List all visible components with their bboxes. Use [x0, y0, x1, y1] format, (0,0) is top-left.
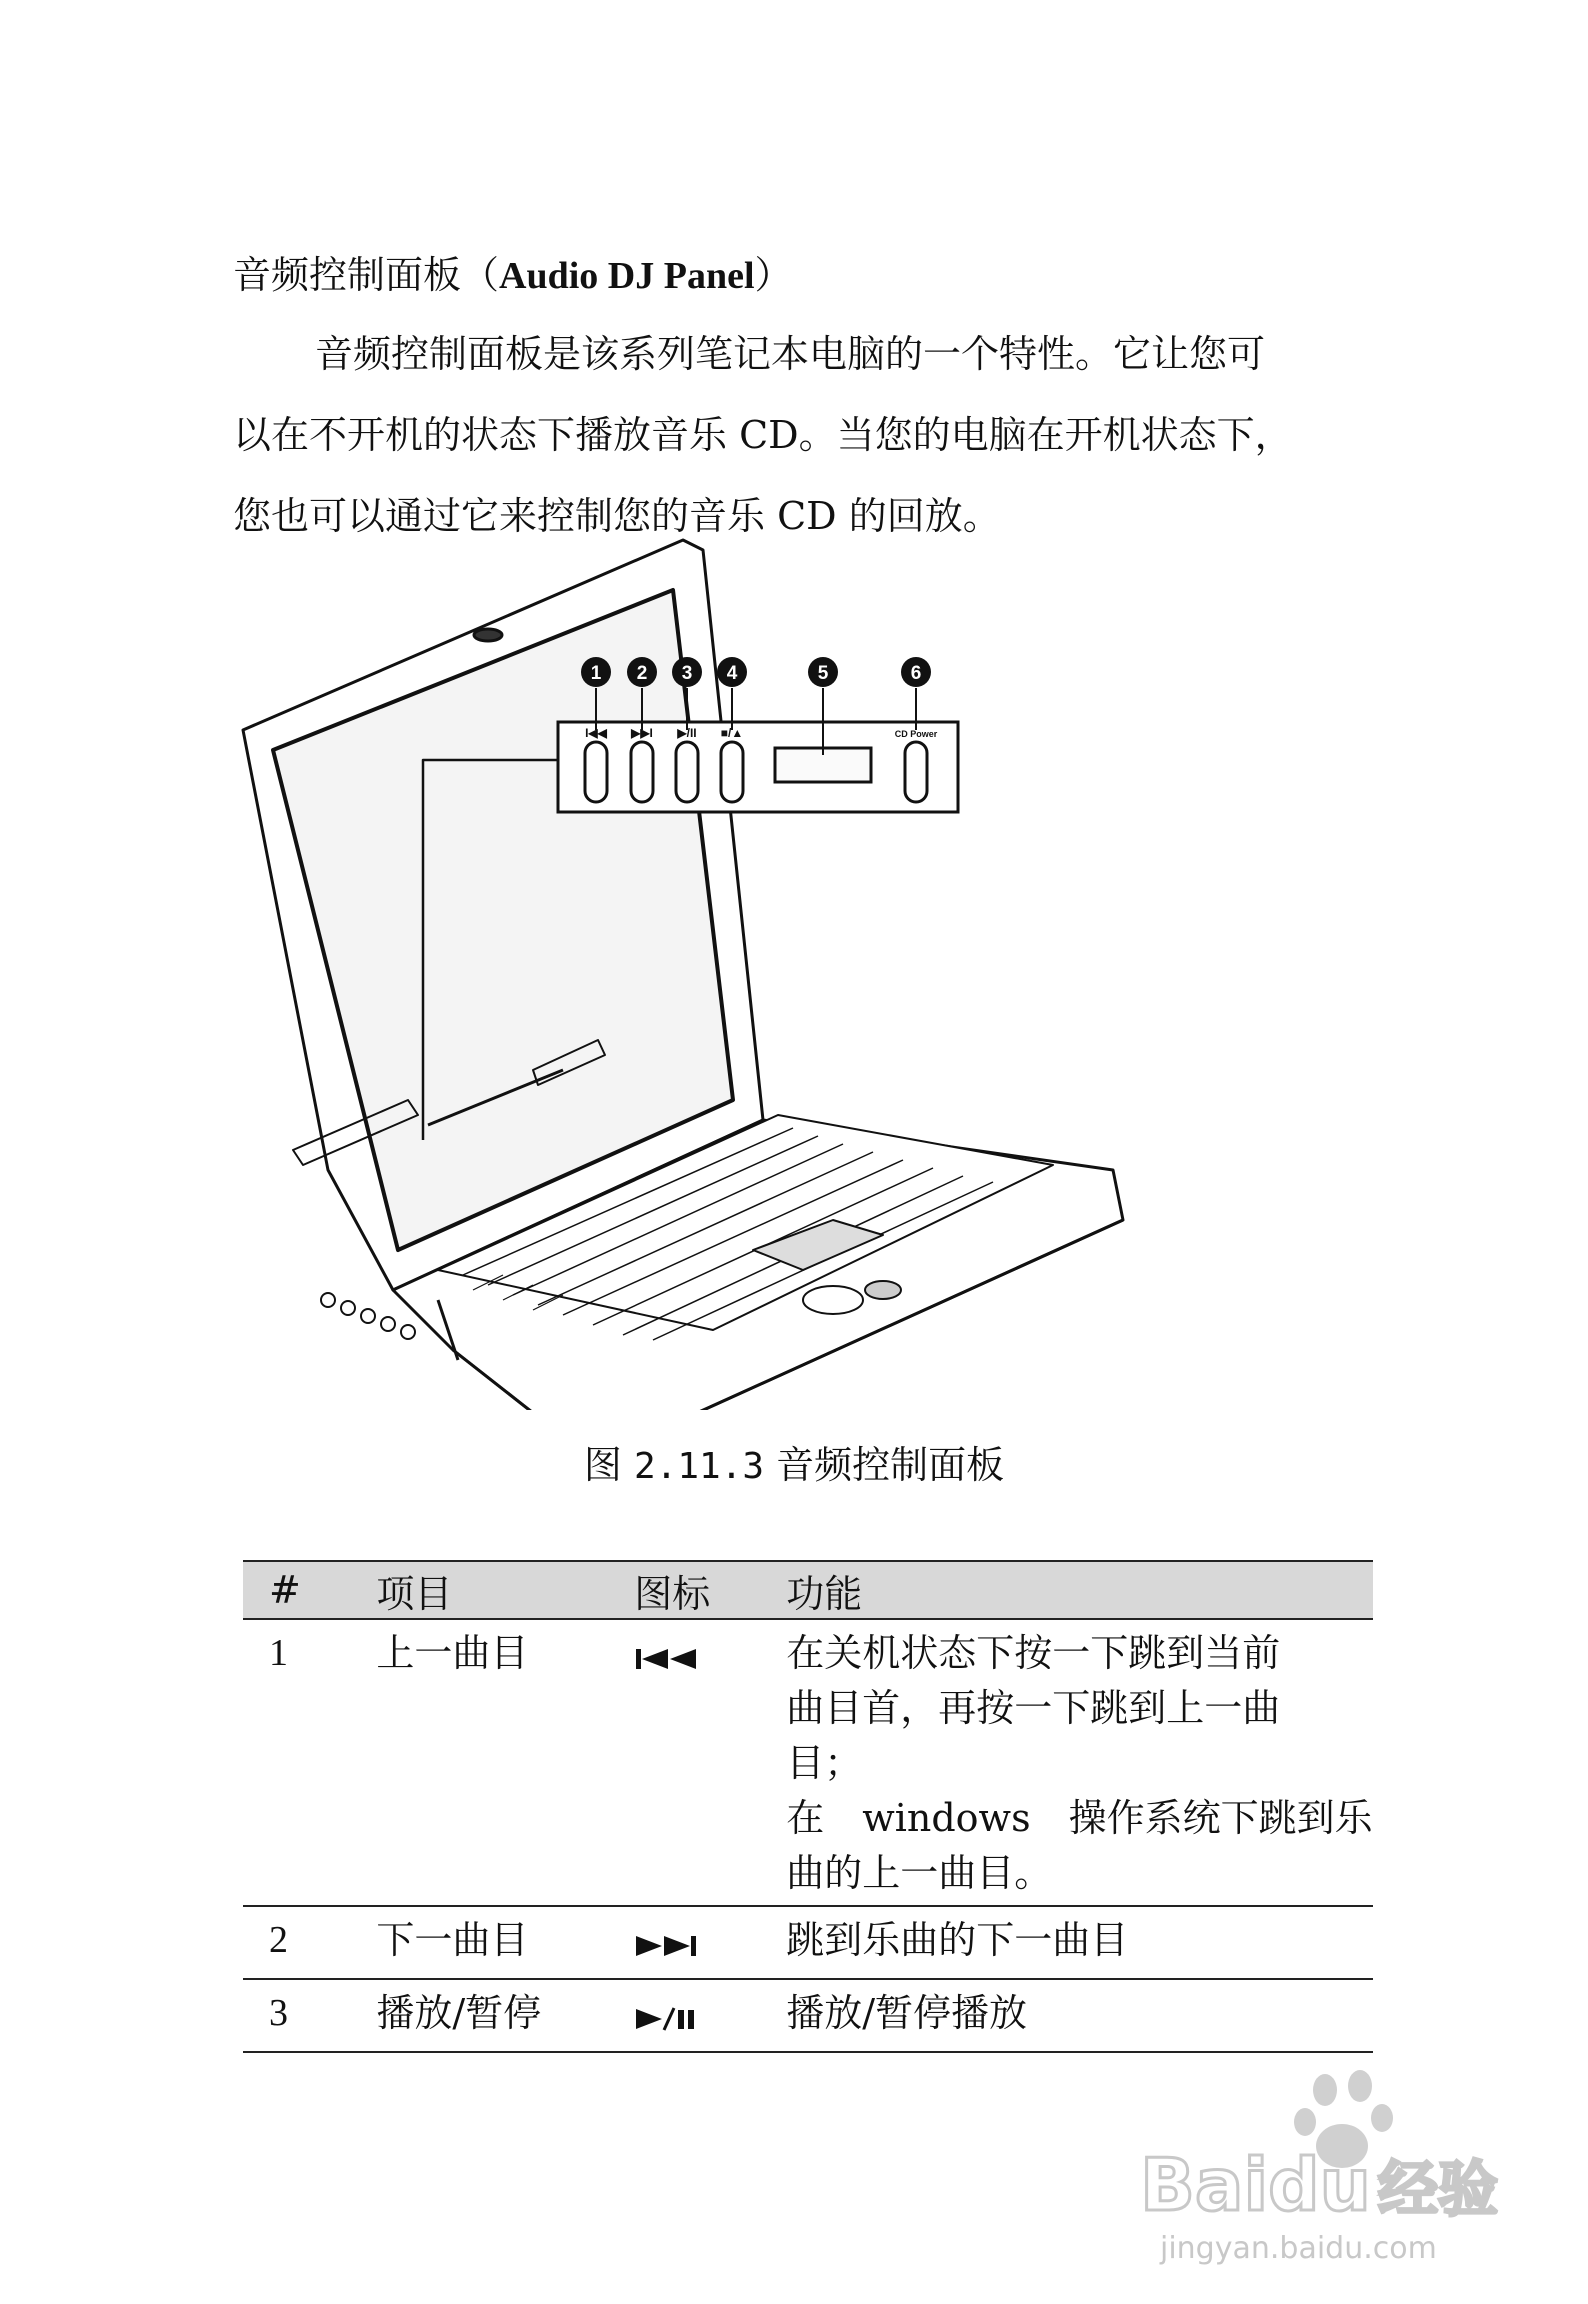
callout-circles [581, 657, 931, 687]
function-line: 曲的上一曲目。 [786, 1851, 1053, 1895]
play-pause-icon [634, 2006, 700, 2032]
row-num: 3 [243, 1979, 376, 2052]
callout-1: 1 [590, 663, 602, 684]
table-header-row [243, 1561, 1373, 1619]
watermark-suffix: 经验 [1378, 2155, 1498, 2225]
caption-number: 2.11.3 [633, 1446, 765, 1487]
row-num: 1 [243, 1619, 376, 1906]
row-item: 播放/暂停 [376, 1979, 634, 2052]
watermark-url: jingyan.baidu.com [1160, 2231, 1437, 2266]
laptop-illustration [233, 530, 1413, 1410]
paragraph-line-1: 音频控制面板是该系列笔记本电脑的一个特性。它让您可 [315, 332, 1266, 376]
table-row [243, 1619, 1373, 1906]
caption-title: 音频控制面板 [776, 1443, 1005, 1487]
row-item: 下一曲目 [376, 1906, 634, 1979]
callout-2: 2 [636, 663, 648, 684]
header-num: # [243, 1561, 376, 1619]
table-row [243, 1906, 1373, 1979]
next-track-icon [634, 1933, 700, 1959]
heading-close: ） [754, 253, 793, 297]
heading-cn: 音频控制面板（ [233, 253, 500, 297]
panel-label-next: ▶▶I [631, 726, 653, 740]
function-line: 跳到乐曲的下一曲目 [786, 1918, 1129, 1962]
callout-4: 4 [726, 663, 738, 684]
heading-latin: Audio DJ Panel [499, 255, 755, 297]
row-function [786, 1979, 1373, 2052]
callout-5: 5 [817, 663, 829, 684]
panel-label-prev: I◀◀ [585, 726, 607, 740]
paragraph-line-3: 您也可以通过它来控制您的音乐 CD 的回放。 [233, 494, 1001, 538]
row-function [786, 1619, 1373, 1906]
panel-label-play: ▶/II [677, 726, 697, 740]
header-icon: 图标 [634, 1561, 786, 1619]
function-table [243, 1560, 1373, 2053]
function-line: 在 windows 操作系统下跳到乐 [786, 1796, 1373, 1840]
caption-prefix: 图 [583, 1443, 622, 1487]
function-line: 播放/暂停播放 [786, 1991, 1027, 2035]
header-item: 项目 [376, 1561, 634, 1619]
function-line: 在关机状态下按一下跳到当前 [786, 1631, 1281, 1675]
callout-3: 3 [681, 663, 693, 684]
paragraph-line-2: 以在不开机的状态下播放音乐 CD。当您的电脑在开机状态下， [233, 413, 1293, 457]
baidu-jingyan-watermark [1120, 2060, 1540, 2270]
panel-label-power: CD Power [894, 729, 938, 739]
callout-6: 6 [910, 663, 922, 684]
panel-label-stop: ■/▲ [720, 726, 744, 740]
watermark-brand: Baidu [1140, 2143, 1371, 2227]
row-num: 2 [243, 1906, 376, 1979]
header-function: 功能 [786, 1561, 1373, 1619]
row-function [786, 1906, 1373, 1979]
function-line: 曲目首，再按一下跳到上一曲 [786, 1686, 1281, 1730]
section-heading [233, 250, 793, 301]
figure-caption [0, 1440, 1588, 1492]
row-item: 上一曲目 [376, 1619, 634, 1906]
table-row [243, 1979, 1373, 2052]
intro-paragraph [233, 314, 1393, 557]
previous-track-icon [634, 1646, 700, 1672]
function-line: 目； [786, 1741, 863, 1785]
